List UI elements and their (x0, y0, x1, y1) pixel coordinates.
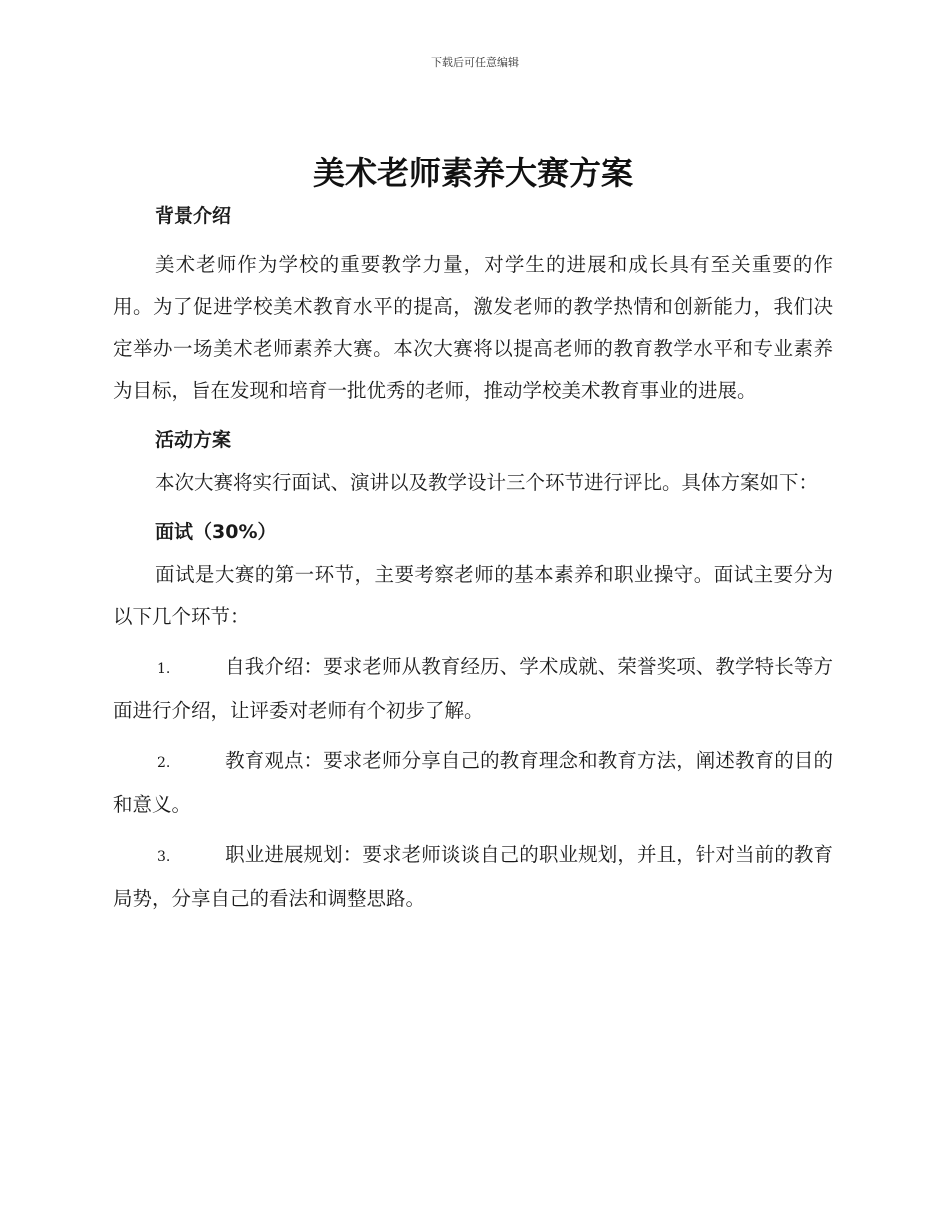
interview-paragraph: 面试是大赛的第一环节，主要考察老师的基本素养和职业操守。面试主要分为以下几个环节： (113, 563, 833, 628)
list-item (113, 834, 833, 920)
plan-paragraph: 本次大赛将实行面试、演讲以及教学设计三个环节进行评比。具体方案如下： (155, 471, 819, 494)
background-paragraph: 美术老师作为学校的重要教学力量，对学生的进展和成长具有至关重要的作用。为了促进学校美术教育水平的提高，激发老师的教学热情和创新能力，我们决定举办一场美术老师素养大赛。本次大赛将以提高老师的教育教学水平和专业素养为目标，旨在发现和培育一批优秀的老师，推动学校美术教育事业的进展。 (113, 253, 833, 402)
document-body (113, 148, 833, 920)
section-heading-plan: 活动方案 (155, 429, 232, 451)
document-title: 美术老师素养大赛方案 (312, 154, 633, 192)
list-item (113, 740, 833, 826)
section-heading-interview: 面试（30%） (155, 521, 277, 543)
list-item-number: 2. (157, 755, 171, 771)
header-note: 下载后可任意编辑 (431, 56, 519, 69)
list-item-text: 职业进展规划：要求老师谈谈自己的职业规划，并且，针对当前的教育局势，分享自己的看法和调整思路。 (113, 843, 833, 910)
list-item (113, 646, 833, 732)
list-item-text: 自我介绍：要求老师从教育经历、学术成就、荣誉奖项、教学特长等方面进行介绍，让评委对老师有个初步了解。 (113, 655, 833, 722)
list-item-number: 1. (157, 661, 171, 677)
list-item-number: 3. (157, 849, 171, 865)
list-item-text: 教育观点：要求老师分享自己的教育理念和教育方法，阐述教育的目的和意义。 (113, 749, 833, 816)
section-heading-background: 背景介绍 (155, 205, 232, 227)
